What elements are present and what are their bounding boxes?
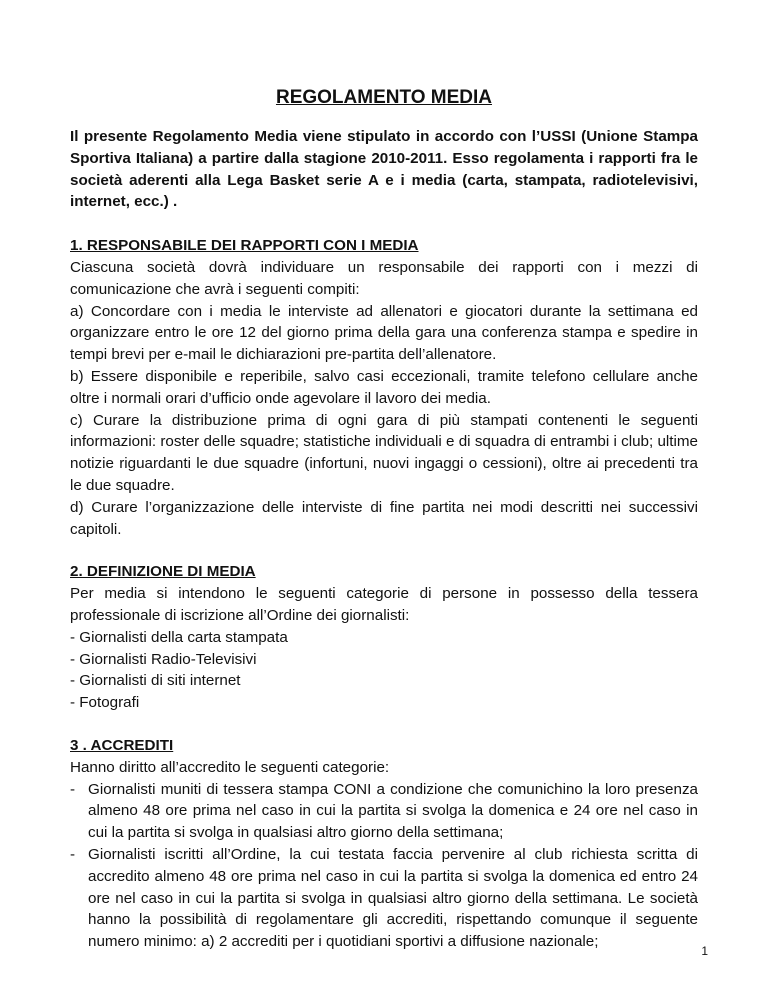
list-item: - Giornalisti della carta stampata	[70, 628, 288, 646]
accreditation-list	[70, 779, 698, 953]
list-item: b) Essere disponibile e reperibile, salvo casi eccezionali, tramite telefono cellulare anche oltre i normali orari d’ufficio onde agevolare il lavoro dei media.	[70, 367, 698, 407]
section-media-responsible	[70, 235, 698, 540]
list-item: c) Curare la distribuzione prima di ogni gara di più stampati contenenti le seguenti informazioni: roster delle squadre; statistiche individuali e di squadra di entrambi i club; ultime notizie riguardanti le due squadre (infortuni, nuovi ingaggi o cessioni), oltre ai precedenti tra le due squadre.	[70, 411, 698, 494]
intro-paragraph: Il presente Regolamento Media viene stipulato in accordo con l’USSI (Unione Stampa Sportiva Italiana) a partire dalla stagione 2010-2011. Esso regolamenta i rapporti fra le società aderenti alla Lega Basket serie A e i media (carta, stampata, radiotelevisivi, internet, ecc.) .	[70, 128, 698, 211]
list-item: a) Concordare con i media le interviste ad allenatori e giocatori durante la settimana ed organizzare entro le ore 12 del giorno prima della gara una conferenza stampa e spedire in tempi brevi per e-mail le dichiarazioni pre-partita dell’allenatore.	[70, 302, 698, 364]
list-item: - Giornalisti Radio-Televisivi	[70, 650, 257, 668]
list-item: - Giornalisti di siti internet	[70, 672, 241, 690]
section-heading: 3 . ACCREDITI	[70, 736, 174, 754]
section-media-definition	[70, 561, 698, 714]
dash-bullet: -	[70, 780, 76, 798]
section-text: Hanno diritto all’accredito le seguenti categorie:	[70, 758, 390, 776]
section-accreditations	[70, 735, 698, 953]
section-heading: 2. DEFINIZIONE DI MEDIA	[70, 563, 256, 581]
section-text: Per media si intendono le seguenti categorie di persone in possesso della tessera professionale di iscrizione all’Ordine dei giornalisti:	[70, 585, 698, 624]
document-title: REGOLAMENTO MEDIA	[275, 87, 493, 108]
list-item: d) Curare l’organizzazione delle interviste di fine partita nei modi descritti nei successivi capitoli.	[70, 498, 698, 538]
list-item	[70, 844, 698, 953]
list-item-text: Giornalisti iscritti all’Ordine, la cui testata faccia pervenire al club richiesta scritta di accredito almeno 48 ore prima nel caso in cui la partita si svolga la domenica ed entro 24 ore nel caso in cui la partita si svolga in qualsiasi altro giorno della settimana. Le società hanno la possibilità di regolamentare gli accrediti, rispettando comunque il seguente numero minimo: a) 2 accrediti per i quotidiani sportivi a diffusione nazionale;	[88, 845, 698, 951]
list-item-text: Giornalisti muniti di tessera stampa CONI a condizione che comunichino la loro presenza almeno 48 ore prima nel caso in cui la partita si svolga la domenica e 24 ore nel caso in cui la partita si svolga in qualsiasi altro giorno della settimana;	[88, 780, 698, 842]
list-item	[70, 779, 698, 844]
dash-bullet: -	[70, 845, 76, 863]
media-categories-list	[70, 627, 698, 714]
page-number: 1	[701, 944, 708, 958]
document-body	[70, 86, 698, 974]
list-item: - Fotografi	[70, 694, 140, 712]
section-heading: 1. RESPONSABILE DEI RAPPORTI CON I MEDIA	[70, 237, 419, 255]
section-text: Ciascuna società dovrà individuare un responsabile dei rapporti con i mezzi di comunicazione che avrà i seguenti compiti:	[70, 258, 698, 298]
